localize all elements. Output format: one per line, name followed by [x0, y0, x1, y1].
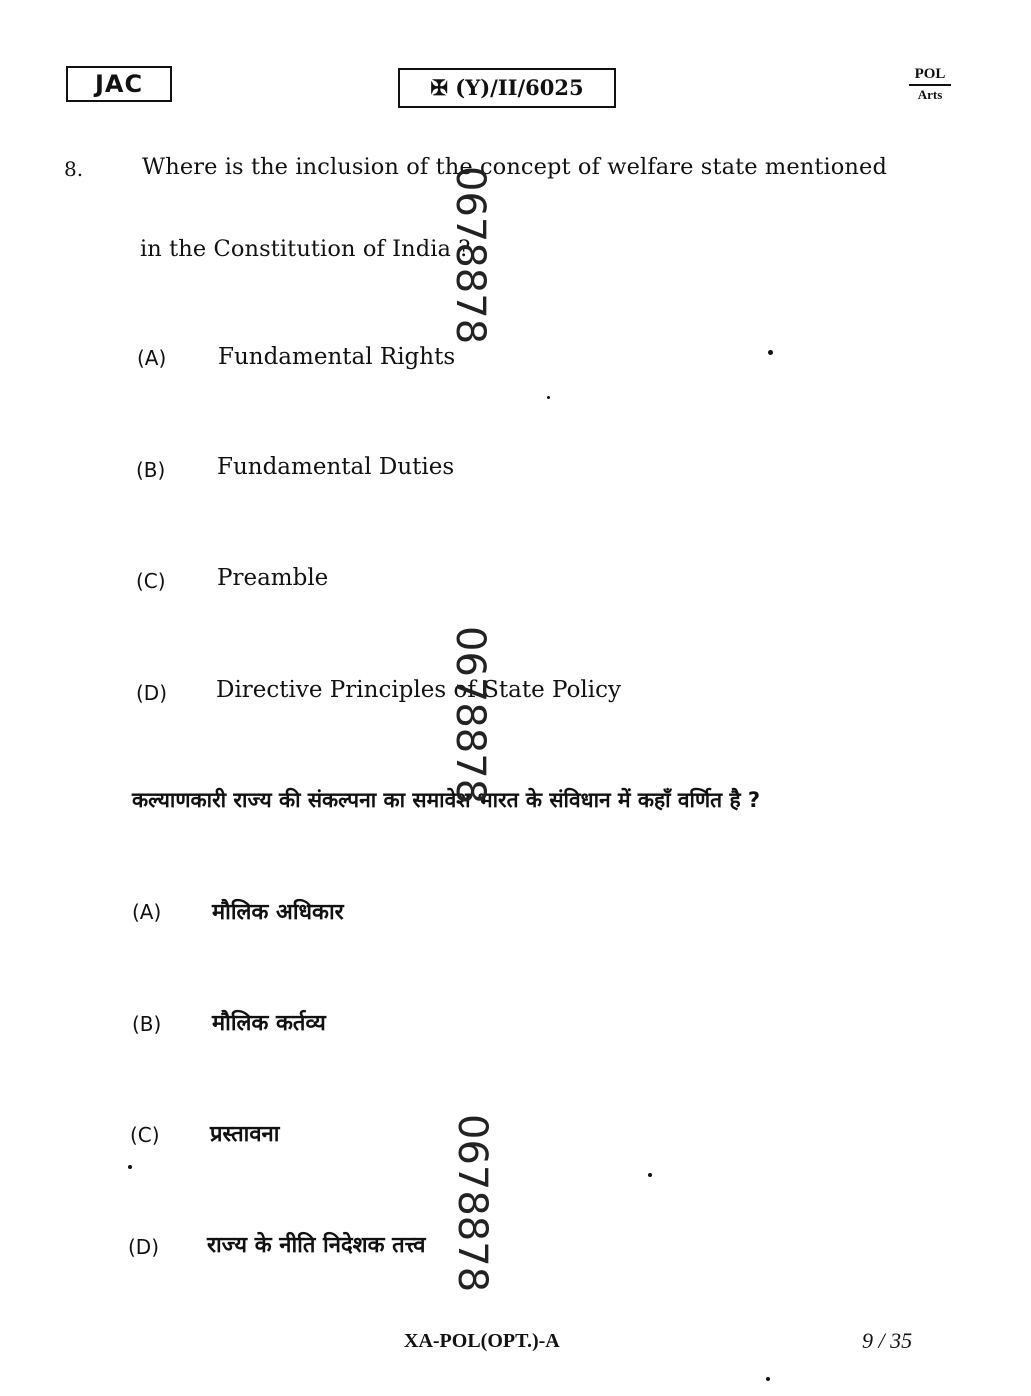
option-text-b-hindi: मौलिक कर्तव्य [212, 1011, 326, 1036]
option-label-b: (B) [136, 458, 166, 482]
question-text-line1: Where is the inclusion of the concept of welfare state mentioned [142, 154, 887, 180]
option-text-b: Fundamental Duties [217, 454, 455, 480]
option-label-d-hindi: (D) [128, 1235, 160, 1259]
serial-stamp: 0678878 [447, 626, 493, 805]
option-label-a: (A) [137, 346, 167, 370]
option-label-a-hindi: (A) [132, 900, 162, 924]
option-text-a-hindi: मौलिक अधिकार [212, 900, 344, 925]
serial-stamp: 0678878 [449, 1114, 495, 1293]
serial-stamp: 0678878 [447, 166, 493, 345]
ink-speck [766, 1377, 770, 1381]
stream-name: Arts [917, 87, 943, 102]
page-number: 9 / 35 [862, 1328, 913, 1353]
subject-label [898, 66, 962, 102]
footer-paper-code: XA-POL(OPT.)-A [404, 1330, 560, 1352]
option-label-d: (D) [136, 681, 168, 705]
option-label-c: (C) [136, 569, 166, 593]
question-text-hindi: कल्याणकारी राज्य की संकल्पना का समावेश भारत के संविधान में कहाँ वर्णित है ? [132, 788, 761, 812]
question-text-line2: in the Constitution of India ? [140, 236, 471, 262]
option-text-c: Preamble [217, 565, 329, 591]
option-label-b-hindi: (B) [132, 1012, 162, 1036]
option-text-a: Fundamental Rights [218, 344, 456, 370]
ink-speck [547, 396, 550, 399]
board-label: JAC [66, 66, 172, 102]
question-number: 8. [64, 157, 84, 181]
option-text-d: Directive Principles of State Policy [216, 677, 622, 703]
option-text-c-hindi: प्रस्तावना [210, 1122, 280, 1147]
subject-divider [909, 84, 951, 86]
option-label-c-hindi: (C) [130, 1123, 160, 1147]
ink-speck [648, 1173, 652, 1177]
ink-speck [768, 350, 773, 355]
ink-speck [128, 1165, 132, 1169]
subject-name: POL [914, 66, 946, 82]
paper-code: ✠ (Y)/II/6025 [398, 68, 616, 108]
option-text-d-hindi: राज्य के नीति निदेशक तत्त्व [207, 1233, 426, 1258]
